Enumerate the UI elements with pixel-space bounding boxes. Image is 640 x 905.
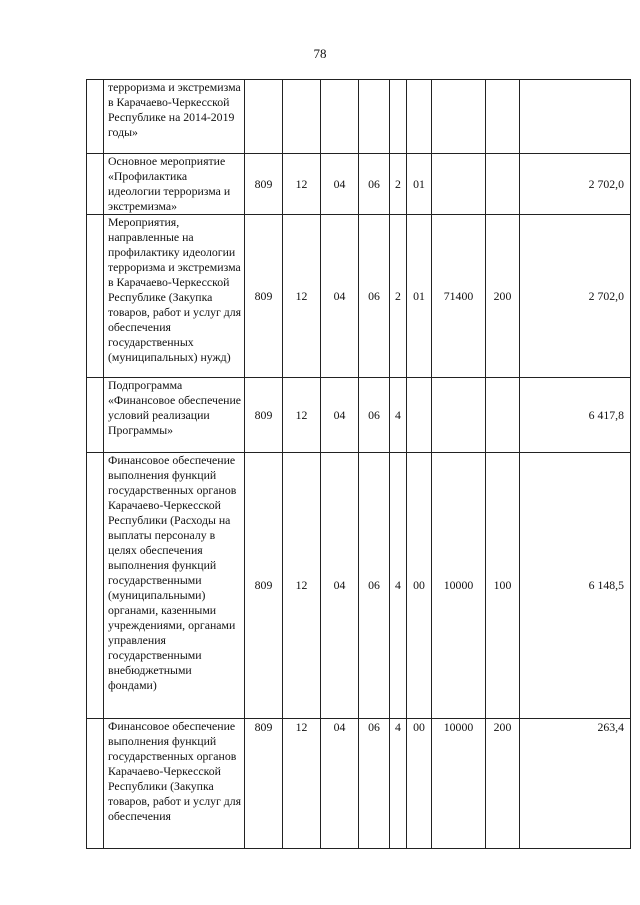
amount-cell: 2 702,0 — [520, 154, 631, 215]
code-cell: 06 — [359, 453, 390, 719]
row-number-cell — [87, 215, 104, 378]
table-row — [87, 719, 631, 849]
row-number-cell — [87, 453, 104, 719]
code-cell: 100 — [486, 453, 520, 719]
code-cell — [486, 80, 520, 154]
table-row — [87, 453, 631, 719]
table-row — [87, 215, 631, 378]
code-cell — [390, 80, 407, 154]
row-number-cell — [87, 80, 104, 154]
code-cell: 12 — [283, 215, 321, 378]
code-cell: 2 — [390, 215, 407, 378]
page-number: 78 — [313, 46, 327, 61]
code-cell — [359, 80, 390, 154]
code-cell: 4 — [390, 378, 407, 453]
row-name-cell: Подпрограмма «Финансовое обеспечение условий реализации Программы» — [104, 378, 245, 453]
table-row — [87, 80, 631, 154]
code-cell: 04 — [321, 719, 359, 849]
amount-cell: 6 417,8 — [520, 378, 631, 453]
code-cell: 01 — [407, 154, 432, 215]
row-name-cell: Финансовое обеспечение выполнения функций государственных органов Карачаево-Черкесской Республики (Закупка товаров, работ и услуг для обеспечения — [104, 719, 245, 849]
code-cell — [432, 154, 486, 215]
code-cell: 06 — [359, 215, 390, 378]
code-cell: 04 — [321, 378, 359, 453]
code-cell — [245, 80, 283, 154]
code-cell — [407, 80, 432, 154]
code-cell: 4 — [390, 719, 407, 849]
row-name-cell: терроризма и экстремизма в Карачаево-Черкесской Республике на 2014-2019 годы» — [104, 80, 245, 154]
code-cell: 10000 — [432, 719, 486, 849]
code-cell: 809 — [245, 215, 283, 378]
amount-cell — [520, 80, 631, 154]
table-row — [87, 154, 631, 215]
code-cell: 809 — [245, 378, 283, 453]
code-cell: 2 — [390, 154, 407, 215]
code-cell: 04 — [321, 453, 359, 719]
code-cell: 200 — [486, 719, 520, 849]
code-cell — [432, 80, 486, 154]
code-cell: 12 — [283, 719, 321, 849]
code-cell: 04 — [321, 215, 359, 378]
code-cell: 00 — [407, 453, 432, 719]
code-cell: 00 — [407, 719, 432, 849]
code-cell: 4 — [390, 453, 407, 719]
code-cell: 809 — [245, 719, 283, 849]
code-cell — [486, 378, 520, 453]
code-cell: 809 — [245, 453, 283, 719]
table-row — [87, 378, 631, 453]
amount-cell: 2 702,0 — [520, 215, 631, 378]
code-cell: 200 — [486, 215, 520, 378]
row-number-cell — [87, 719, 104, 849]
code-cell — [283, 80, 321, 154]
budget-table — [86, 79, 631, 849]
code-cell: 06 — [359, 719, 390, 849]
code-cell: 12 — [283, 453, 321, 719]
amount-cell: 6 148,5 — [520, 453, 631, 719]
row-number-cell — [87, 378, 104, 453]
code-cell: 04 — [321, 154, 359, 215]
code-cell: 12 — [283, 378, 321, 453]
row-name-cell: Мероприятия, направленные на профилактику идеологии терроризма и экстремизма в Карачаево-Черкесской Республике (Закупка товаров, работ и услуг для обеспечения государственных (муниципальных) нужд) — [104, 215, 245, 378]
code-cell — [486, 154, 520, 215]
code-cell: 06 — [359, 154, 390, 215]
row-number-cell — [87, 154, 104, 215]
code-cell: 809 — [245, 154, 283, 215]
row-name-cell: Финансовое обеспечение выполнения функций государственных органов Карачаево-Черкесской Республики (Расходы на выплаты персоналу в целях обеспечения выполнения функций государственными (муниципальными) органами, казенными учреждениями, органами управления государственными внебюджетными фондами) — [104, 453, 245, 719]
code-cell: 71400 — [432, 215, 486, 378]
row-name-cell: Основное мероприятие «Профилактика идеологии терроризма и экстремизма» — [104, 154, 245, 215]
code-cell — [321, 80, 359, 154]
code-cell — [407, 378, 432, 453]
code-cell: 06 — [359, 378, 390, 453]
code-cell — [432, 378, 486, 453]
code-cell: 10000 — [432, 453, 486, 719]
code-cell: 12 — [283, 154, 321, 215]
amount-cell: 263,4 — [520, 719, 631, 849]
code-cell: 01 — [407, 215, 432, 378]
